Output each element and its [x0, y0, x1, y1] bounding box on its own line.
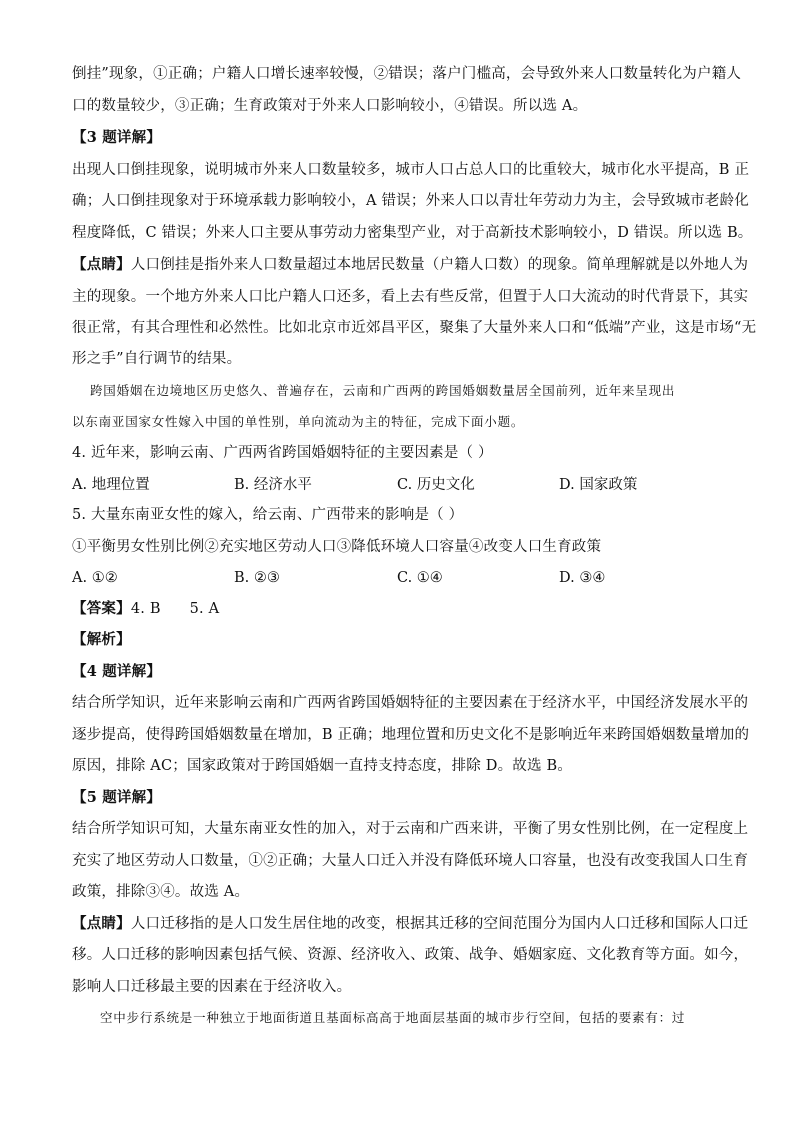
text-line: 充实了地区劳动人口数量，①②正确；大量人口迁入并没有降低环境人口容量，也没有改变我国人口生育 [72, 853, 749, 869]
section-heading-q5: 【5 题详解】 [72, 789, 162, 806]
question-5: 5. 大量东南亚女性的嫁入，给云南、广西带来的影响是（ ） [72, 507, 464, 523]
q4-option-d: D. 国家政策 [559, 477, 638, 493]
answer-text: 4. B 5. A [130, 601, 220, 617]
tip-tag: 【点睛】 [72, 915, 131, 932]
text-line: 口的数量较少，③正确；生育政策对于外来人口影响较小，④错误。所以选 A。 [72, 98, 588, 114]
tip-text: 人口迁移指的是人口发生居住地的改变，根据其迁移的空间范围分为国内人口迁移和国际人口迁 [130, 916, 749, 932]
q5-option-d: D. ③④ [559, 570, 606, 586]
text-line: 原因，排除 AC；国家政策对于跨国婚姻一直持支持态度，排除 D。故选 B。 [72, 758, 573, 774]
text-line: 程度降低，C 错误；外来人口主要从事劳动力密集型产业，对于高新技术影响较小，D 错误。所以选 B。 [72, 225, 753, 241]
text-line: 很正常，有其合理性和必然性。比如北京市近郊昌平区，聚集了大量外来人口和“低端”产业，这是市场“无 [72, 320, 757, 336]
material-intro: 空中步行系统是一种独立于地面街道且基面标高高于地面层基面的城市步行空间，包括的要素有：过 [100, 1010, 686, 1025]
q4-option-b: B. 经济水平 [234, 477, 312, 493]
text-line: 主的现象。一个地方外来人口比户籍人口还多，看上去有些反常，但置于人口大流动的时代背景下，其实 [72, 289, 749, 305]
text-line: 倒挂”现象，①正确；户籍人口增长速率较慢，②错误；落户门槛高，会导致外来人口数量转化为户籍人 [72, 66, 742, 82]
material-intro: 以东南亚国家女性嫁入中国的单性别，单向流动为主的特征，完成下面小题。 [72, 414, 525, 429]
tip-paragraph-1 [72, 255, 749, 275]
q5-option-c: C. ①④ [397, 570, 443, 586]
material-intro: 跨国婚姻在边境地区历史悠久、普遍存在，云南和广西两的跨国婚姻数量居全国前列，近年来呈现出 [90, 383, 676, 398]
text-line: 结合所学知识，近年来影响云南和广西两省跨国婚姻特征的主要因素在于经济水平，中国经济发展水平的 [72, 695, 749, 711]
answer-line [72, 599, 722, 619]
tip-paragraph-2 [72, 914, 749, 934]
section-heading-q3: 【3 题详解】 [72, 129, 162, 146]
tip-text: 人口倒挂是指外来人口数量超过本地居民数量（户籍人口数）的现象。简单理解就是以外地人为 [130, 257, 749, 273]
analysis-heading: 【解析】 [72, 631, 131, 648]
tip-tag: 【点睛】 [72, 256, 131, 273]
text-line: 移。人口迁移的影响因素包括气候、资源、经济收入、政策、战争、婚姻家庭、文化教育等方面。如今， [72, 947, 749, 963]
question-4: 4. 近年来，影响云南、广西两省跨国婚姻特征的主要因素是（ ） [72, 445, 493, 461]
text-line: 确；人口倒挂现象对于环境承载力影响较小，A 错误；外来人口以青壮年劳动力为主，会导致城市老龄化 [72, 193, 749, 209]
text-line: 出现人口倒挂现象，说明城市外来人口数量较多，城市人口占总人口的比重较大，城市化水平提高，B 正 [72, 162, 750, 178]
text-line: 结合所学知识可知，大量东南亚女性的加入，对于云南和广西来讲，平衡了男女性别比例，在一定程度上 [72, 821, 749, 837]
text-line: 逐步提高，使得跨国婚姻数量在增加，B 正确；地理位置和历史文化不是影响近年来跨国婚姻数量增加的 [72, 727, 750, 743]
q4-option-a: A. 地理位置 [72, 477, 150, 493]
q4-option-c: C. 历史文化 [397, 477, 475, 493]
text-line: 影响人口迁移最主要的因素在于经济收入。 [72, 979, 352, 995]
text-line: 政策，排除③④。故选 A。 [72, 884, 250, 900]
section-heading-q4: 【4 题详解】 [72, 663, 162, 680]
text-line: 形之手”自行调节的结果。 [72, 351, 242, 367]
q5-option-a: A. ①② [72, 570, 118, 586]
question-5-statements: ①平衡男女性别比例②充实地区劳动人口③降低环境人口容量④改变人口生育政策 [72, 539, 602, 555]
q5-option-b: B. ②③ [234, 570, 280, 586]
answer-tag: 【答案】 [72, 600, 131, 617]
